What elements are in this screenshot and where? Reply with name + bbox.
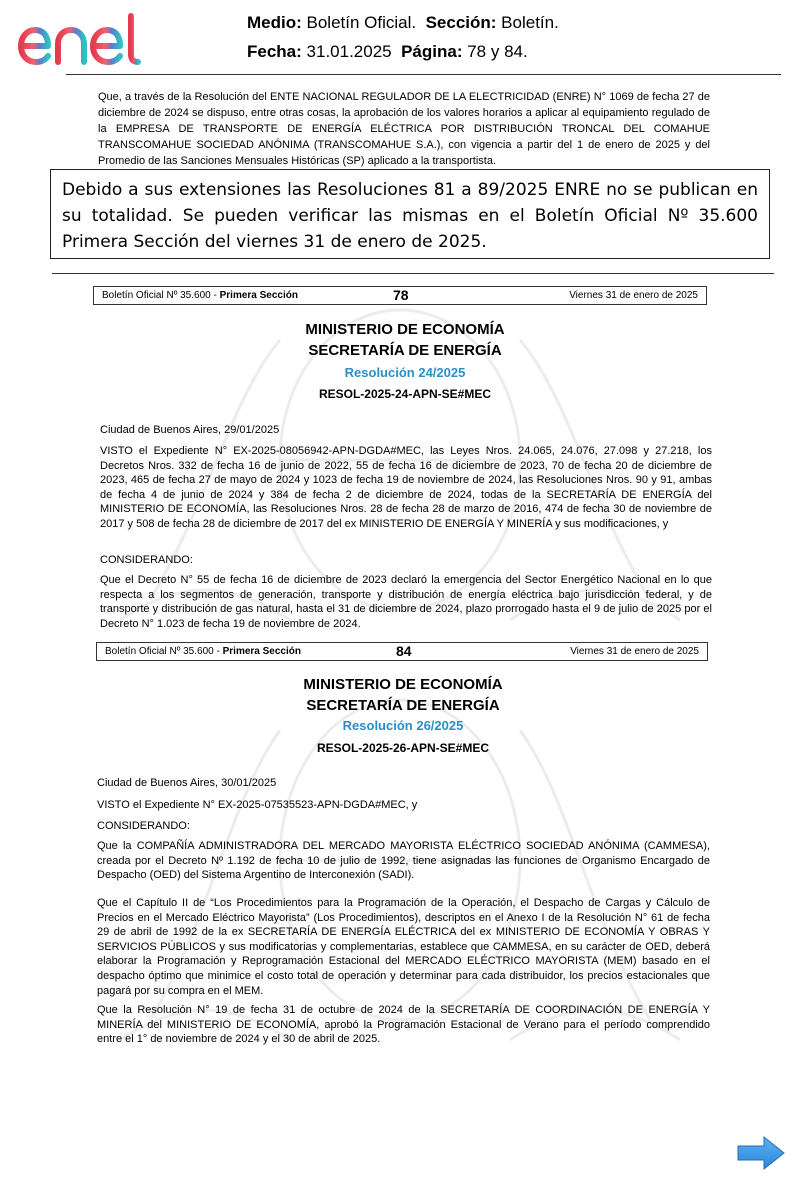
bulletin-date: Viernes 31 de enero de 2025 <box>570 646 699 657</box>
resolution-code: RESOL-2025-26-APN-SE#MEC <box>316 741 490 755</box>
medio-label: Medio: <box>247 13 302 32</box>
considerando-heading: CONSIDERANDO: <box>97 820 190 832</box>
notice-box: Debido a sus extensiones las Resoluciones 81 a 89/2025 ENRE no se publican en su totalidad. Se pueden verificar las mismas en el Boletín Oficial Nº 35.600 Primera Sección del viernes 31 de enero de 2025. <box>50 169 770 259</box>
visto-paragraph: VISTO el Expediente N° EX-2025-07535523-APN-DGDA#MEC, y <box>97 799 418 811</box>
resolution-title: Resolución 24/2025 <box>344 365 466 380</box>
city-date: Ciudad de Buenos Aires, 30/01/2025 <box>97 777 277 789</box>
section-divider <box>52 273 774 274</box>
seccion-value: Boletín. <box>501 13 559 32</box>
ministry-heading <box>198 674 608 716</box>
secretaria-name: SECRETARÍA DE ENERGÍA <box>308 342 502 359</box>
ministry-name: MINISTERIO DE ECONOMÍA <box>303 676 503 693</box>
pagina-label: Página: <box>401 42 463 61</box>
header-divider <box>66 74 781 75</box>
resolution-title: Resolución 26/2025 <box>342 718 464 733</box>
city-date: Ciudad de Buenos Aires, 29/01/2025 <box>100 424 280 436</box>
ministry-heading <box>200 319 610 361</box>
bulletin-page-number: 84 <box>396 643 412 659</box>
pagina-value: 78 y 84. <box>467 42 528 61</box>
considerando-paragraph: Que la COMPAÑÍA ADMINISTRADORA DEL MERCADO MAYORISTA ELÉCTRICO SOCIEDAD ANÓNIMA (CAMMESA), creada por el Decreto Nº 1.192 de fecha 10 de julio de 1992, tiene asignadas las funciones de Organismo Encargado de Despacho (OED) del Sistema Argentino de Interconexión (SADI). <box>97 840 710 882</box>
considerando-paragraph: Que el Capítulo II de “Los Procedimientos para la Programación de la Operación, el Despacho de Cargas y Cálculo de Precios en el Mercado Eléctrico Mayorista” (Los Procedimientos), descriptos en el Anexo I de la Resolución N° 61 de fecha 29 de abril de 1992 de la ex SECRETARÍA DE ENERGÍA ELÉCTRICA del ex MINISTERIO DE ECONOMÍA Y OBRAS Y SERVICIOS PÚBLICOS y sus modificatorias y complementarias, establece que CAMMESA, en su carácter de OED, deberá elaborar la Programación y Reprogramación Estacional del MERCADO ELÉCTRICO MAYORISTA (MEM) basado en el despacho óptimo que minimice el costo total de operación y determinar para cada distribuidor, los precios estacionales que pagará por su compra en el MEM. <box>97 897 710 997</box>
visto-paragraph: VISTO el Expediente N° EX-2025-08056942-APN-DGDA#MEC, las Leyes Nros. 24.065, 24.076, 27.098 y 27.218, los Decretos Nros. 332 de fecha 16 de junio de 2022, 55 de fecha 16 de diciembre de 2023, 70 de fecha 20 de diciembre de 2023, 465 de fecha 27 de mayo de 2024 y 1023 de fecha 19 de noviembre de 2024, las Resoluciones Nros. 90 y 91, ambas de fecha 4 de junio de 2024 y 384 de fecha 2 de diciembre de 2024, todas de la SECRETARÍA DE ENERGÍA del MINISTERIO DE ECONOMÍA, las Resoluciones Nros. 28 de fecha 28 de marzo de 2016, 474 de fecha 30 de noviembre de 2017 y 508 de fecha 28 de diciembre de 2017 del ex MINISTERIO DE ENERGÍA Y MINERÍA y sus modificaciones, y <box>100 445 712 530</box>
bulletin-section: Primera Sección <box>222 646 301 657</box>
bulletin-section: Primera Sección <box>219 290 298 301</box>
seccion-label: Sección: <box>425 13 497 32</box>
considerando-heading: CONSIDERANDO: <box>100 554 193 566</box>
next-arrow-icon[interactable] <box>736 1135 786 1171</box>
fecha-value: 31.01.2025 <box>306 42 392 61</box>
bulletin-header-bar <box>93 286 707 305</box>
secretaria-name: SECRETARÍA DE ENERGÍA <box>306 697 500 714</box>
intro-paragraph: Que, a través de la Resolución del ENTE NACIONAL REGULADOR DE LA ELECTRICIDAD (ENRE) N° 1069 de fecha 27 de diciembre de 2024 se dispuso, entre otras cosas, la aprobación de los valores horarios a aplicar al equipamiento regulado de la EMPRESA DE TRANSPORTE DE ENERGÍA ELÉCTRICA POR DISTRIBUCIÓN TRONCAL DEL COMAHUE TRANSCOMAHUE SOCIEDAD ANÓNIMA (TRANSCOMAHUE S.A.), con vigencia a partir del 1 de enero de 2025 y del Promedio de las Sanciones Mensuales Históricas (SP) aplicado a la transportista. <box>98 91 710 167</box>
fecha-label: Fecha: <box>247 42 302 61</box>
enel-logo <box>14 10 174 70</box>
medio-value: Boletín Oficial. <box>306 13 417 32</box>
considerando-paragraph: Que la Resolución N° 19 de fecha 31 de octubre de 2024 de la SECRETARÍA DE COORDINACIÓN DE ENERGÍA Y MINERÍA del MINISTERIO DE ECONOMÍA, aprobó la Programación Estacional de Verano para el período comprendido entre el 1° de noviembre de 2024 y el 30 de abril de 2025. <box>97 1004 710 1046</box>
bulletin-page-number: 78 <box>393 287 409 303</box>
ministry-name: MINISTERIO DE ECONOMÍA <box>305 321 505 338</box>
bulletin-header-bar <box>96 642 708 661</box>
document-meta <box>247 8 559 66</box>
resolution-code: RESOL-2025-24-APN-SE#MEC <box>318 387 492 401</box>
bulletin-date: Viernes 31 de enero de 2025 <box>569 290 698 301</box>
bulletin-issue: Boletín Oficial Nº 35.600 - <box>102 290 220 301</box>
considerando-paragraph: Que el Decreto N° 55 de fecha 16 de diciembre de 2023 declaró la emergencia del Sector Energético Nacional en lo que respecta a los segmentos de generación, transporte y distribución de energía eléctrica bajo jurisdicción federal, y de transporte y distribución de gas natural, hasta el 31 de diciembre de 2024, plazo prorrogado hasta el 9 de julio de 2025 por el Decreto N° 1.023 de fecha 19 de noviembre de 2024. <box>100 574 712 630</box>
bulletin-issue: Boletín Oficial Nº 35.600 - <box>105 646 223 657</box>
